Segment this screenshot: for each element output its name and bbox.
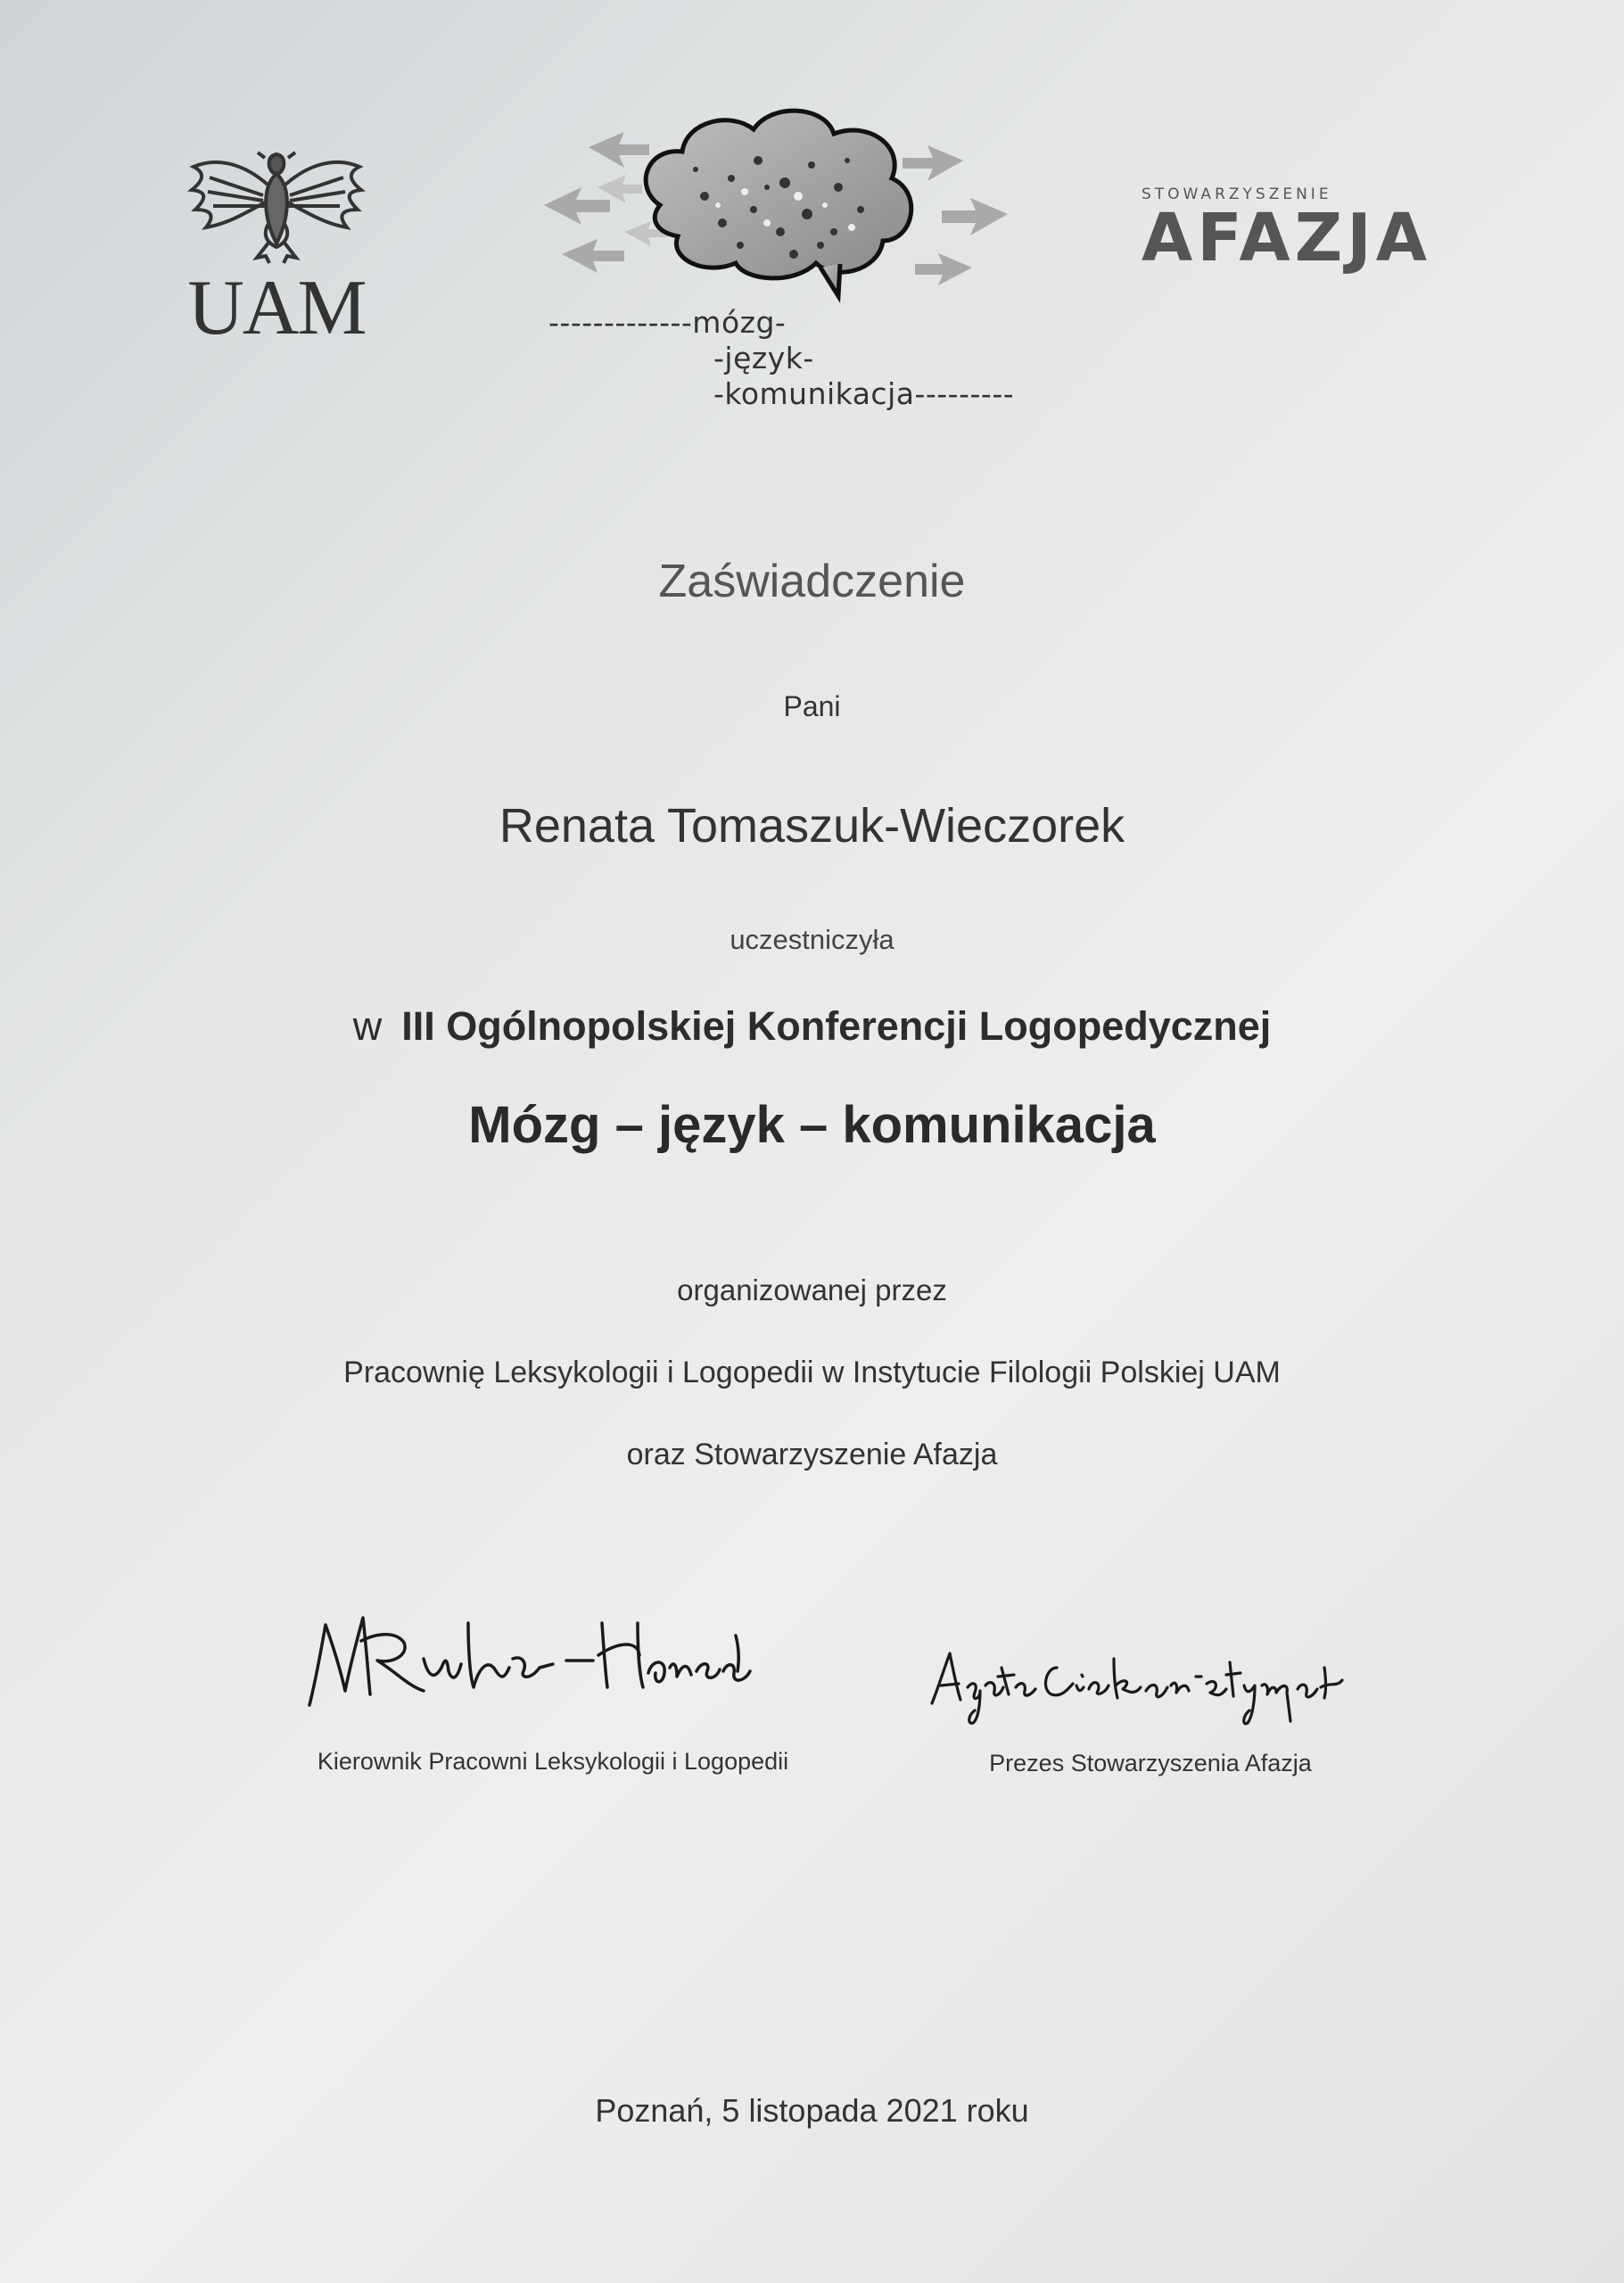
afazja-logo	[1142, 185, 1498, 276]
eagle-crest-icon	[183, 147, 370, 268]
logo-line-mozg: -------------mózg-	[548, 305, 787, 340]
uam-wordmark: UAM	[187, 265, 366, 351]
logo-line-komunikacja: -komunikacja---------	[713, 376, 1015, 411]
signature-right-caption: Prezes Stowarzyszenia Afazja	[989, 1750, 1312, 1776]
conference-name: III Ogólnopolskiej Konferencji Logopedycznej	[401, 1003, 1272, 1049]
conference-logo	[526, 98, 1026, 428]
uam-logo	[183, 147, 370, 370]
conference-prefix: w	[352, 1003, 383, 1049]
conference-name-line	[0, 1003, 1624, 1050]
conference-theme: Mózg – język – komunikacja	[468, 1096, 1156, 1154]
recipient-name: Renata Tomaszuk-Wieczorek	[499, 799, 1125, 853]
signature-left-caption: Kierownik Pracowni Leksykologii i Logopedii	[317, 1748, 789, 1775]
afazja-small-text: STOWARZYSZENIE	[1142, 185, 1332, 203]
brain-cloud-icon	[526, 98, 1026, 312]
place-and-date: Poznań, 5 listopada 2021 roku	[595, 2092, 1029, 2129]
signature-right	[923, 1641, 1360, 1730]
signature-left	[299, 1605, 763, 1712]
organizer-1: Pracownię Leksykologii i Logopedii w Instytucie Filologii Polskiej UAM	[343, 1356, 1281, 1389]
logo-line-jezyk: -język-	[713, 341, 814, 375]
organized-by-text: organizowanej przez	[677, 1273, 947, 1306]
certificate-title: Zaświadczenie	[658, 556, 966, 607]
organizer-2: oraz Stowarzyszenie Afazja	[626, 1438, 998, 1471]
participated-text: uczestniczyła	[730, 924, 894, 955]
salutation: Pani	[783, 690, 841, 722]
afazja-wordmark: AFAZJA	[1142, 200, 1432, 276]
